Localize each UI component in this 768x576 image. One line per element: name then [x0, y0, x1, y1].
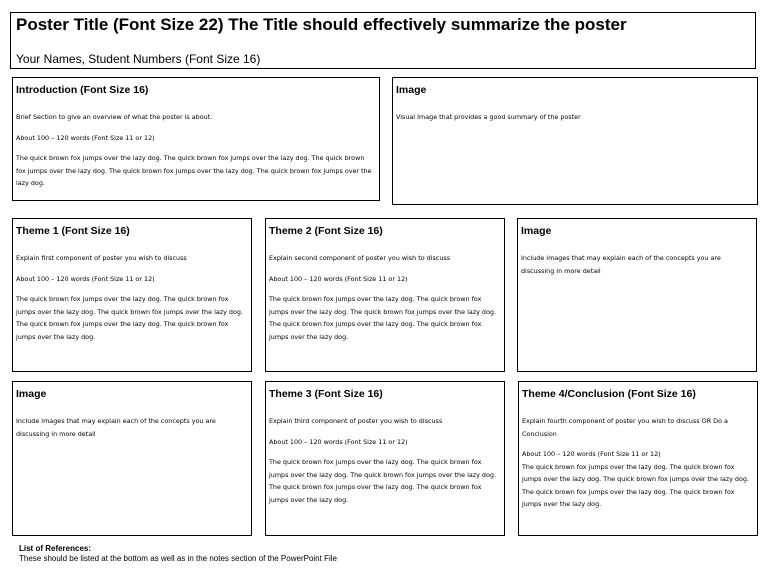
image-box-top: [392, 77, 758, 205]
image-middle-heading: Image: [521, 225, 552, 237]
theme2-wordcount-text: About 100 – 120 words (Font Size 11 or 12): [269, 274, 408, 283]
image-bottom-text: Include images that may explain each of the concepts you are discussing in more detail: [16, 417, 216, 438]
image-box-middle: [517, 218, 757, 372]
introduction-wordcount-text: About 100 – 120 words (Font Size 11 or 12): [16, 133, 155, 142]
theme2-heading: Theme 2 (Font Size 16): [269, 225, 383, 237]
theme4-heading: Theme 4/Conclusion (Font Size 16): [522, 388, 696, 400]
theme1-heading: Theme 1 (Font Size 16): [16, 225, 130, 237]
introduction-overview-text: Brief Section to give an overview of what the poster is about.: [16, 113, 213, 121]
theme1-body-text: The quick brown fox jumps over the lazy dog. The quick brown fox jumps over the lazy dog. The quick brown fox jumps over the lazy dog. The quick brown fox jumps over the lazy dog. The quick brown fox jumps over the lazy dog.: [16, 295, 243, 341]
theme4-body-text: The quick brown fox jumps over the lazy dog. The quick brown fox jumps over the lazy dog. The quick brown fox jumps over the lazy dog. The quick brown fox jumps over the lazy dog. The quick brown fox jumps over the lazy dog.: [522, 462, 749, 508]
image-box-bottom: [12, 381, 252, 536]
theme3-box: [265, 381, 505, 536]
theme3-heading: Theme 3 (Font Size 16): [269, 388, 383, 400]
poster-title: Poster Title (Font Size 22) The Title should effectively summarize the poster: [16, 15, 627, 34]
introduction-body-text: The quick brown fox jumps over the lazy dog. The quick brown fox jumps over the lazy dog. The quick brown fox jumps over the lazy dog. The quick brown fox jumps over the lazy dog. The quick brown fox jumps over the lazy dog.: [16, 154, 372, 187]
theme1-component-text: Explain first component of poster you wish to discuss: [16, 254, 187, 262]
theme3-body-text: The quick brown fox jumps over the lazy dog. The quick brown fox jumps over the lazy dog. The quick brown fox jumps over the lazy dog. The quick brown fox jumps over the lazy dog. The quick brown fox jumps over the lazy dog.: [269, 458, 496, 504]
image-top-heading: Image: [396, 84, 427, 96]
theme2-component-text: Explain second component of poster you wish to discuss: [269, 254, 451, 262]
theme1-wordcount-text: About 100 – 120 words (Font Size 11 or 12): [16, 274, 155, 283]
references-title: List of References:: [19, 544, 92, 553]
image-top-text: Visual Image that provides a good summary of the poster: [396, 113, 581, 121]
theme2-body-text: The quick brown fox jumps over the lazy dog. The quick brown fox jumps over the lazy dog. The quick brown fox jumps over the lazy dog. The quick brown fox jumps over the lazy dog. The quick brown fox jumps over the lazy dog.: [269, 295, 496, 341]
poster-subtitle: Your Names, Student Numbers (Font Size 16): [16, 52, 261, 66]
theme4-wordcount-text: About 100 – 120 words (Font Size 11 or 12): [522, 450, 661, 458]
theme3-component-text: Explain third component of poster you wish to discuss: [269, 417, 443, 425]
poster-title-box: [10, 12, 756, 69]
references-text: These should be listed at the bottom as well as in the notes section of the PowerPoint File: [19, 554, 337, 563]
introduction-box: [12, 77, 380, 201]
references-section: [19, 544, 337, 564]
image-middle-text: Include images that may explain each of the concepts you are discussing in more detail: [521, 254, 721, 275]
introduction-heading: Introduction (Font Size 16): [16, 84, 149, 96]
image-bottom-heading: Image: [16, 388, 47, 400]
theme2-box: [265, 218, 505, 372]
theme3-wordcount-text: About 100 – 120 words (Font Size 11 or 12): [269, 437, 408, 446]
theme4-box: [518, 381, 758, 536]
theme4-component-text: Explain fourth component of poster you wish to discuss OR Do a Conclusion: [522, 417, 728, 438]
theme1-box: [12, 218, 252, 372]
